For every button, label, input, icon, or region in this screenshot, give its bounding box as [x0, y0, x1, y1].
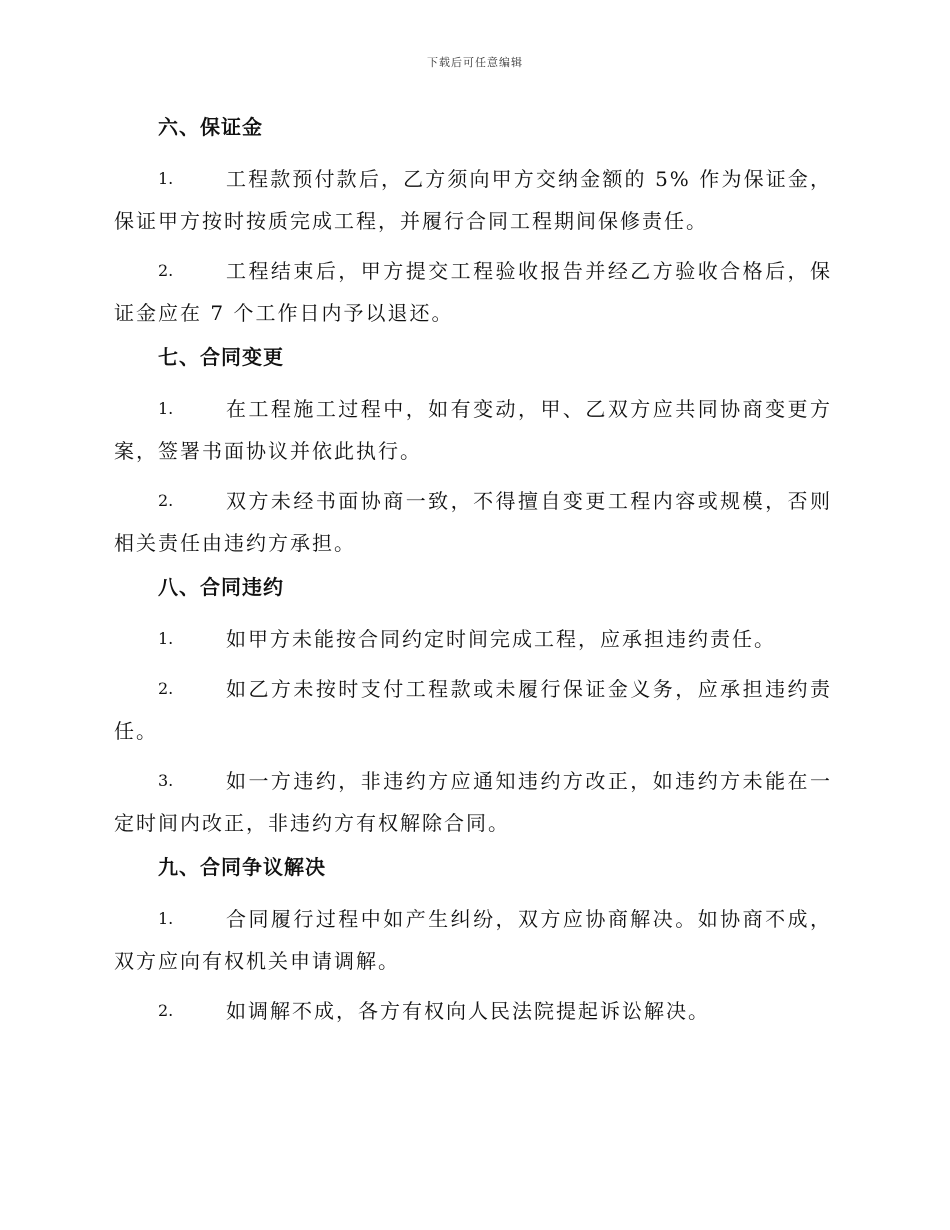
clause-item — [114, 388, 832, 472]
clause-number: 2. — [158, 679, 174, 698]
clause-number: 2. — [158, 491, 174, 510]
page-header-note: 下载后可任意编辑 — [427, 56, 523, 69]
section-deposit — [114, 112, 832, 334]
document-body — [114, 112, 832, 1040]
clause-number: 2. — [158, 1001, 174, 1020]
clause-number: 2. — [158, 261, 174, 280]
clause-text: 如一方违约，非违约方应通知违约方改正，如违约方未能在一定时间内改正，非违约方有权解除合同。 — [114, 769, 832, 835]
clause-text: 工程款预付款后，乙方须向甲方交纳金额的 5% 作为保证金，保证甲方按时按质完成工程，并履行合同工程期间保修责任。 — [114, 167, 832, 233]
clause-text: 如调解不成，各方有权向人民法院提起诉讼解决。 — [226, 999, 710, 1023]
clause-number: 1. — [158, 909, 174, 928]
clause-text: 如甲方未能按合同约定时间完成工程，应承担违约责任。 — [226, 627, 776, 651]
clause-number: 1. — [158, 169, 174, 188]
section-title: 六、保证金 — [158, 115, 263, 139]
clause-text: 合同履行过程中如产生纠纷，双方应协商解决。如协商不成，双方应向有权机关申请调解。 — [114, 907, 832, 973]
clause-number: 1. — [158, 399, 174, 418]
clause-text: 双方未经书面协商一致，不得擅自变更工程内容或规模，否则相关责任由违约方承担。 — [114, 489, 832, 555]
clause-number: 3. — [158, 771, 174, 790]
clause-item — [114, 158, 832, 242]
clause-item — [114, 760, 832, 844]
clause-item — [114, 898, 832, 982]
clause-item — [114, 480, 832, 564]
section-dispute-resolution — [114, 852, 832, 1032]
section-title: 八、合同违约 — [158, 575, 284, 599]
section-title: 九、合同争议解决 — [158, 855, 326, 879]
section-contract-change — [114, 342, 832, 564]
clause-text: 工程结束后，甲方提交工程验收报告并经乙方验收合格后，保证金应在 7 个工作日内予以退还。 — [114, 259, 832, 325]
clause-text: 在工程施工过程中，如有变动，甲、乙双方应共同协商变更方案，签署书面协议并依此执行。 — [114, 397, 832, 463]
clause-item — [114, 250, 832, 334]
clause-item — [114, 990, 832, 1032]
section-breach — [114, 572, 832, 844]
clause-item — [114, 668, 832, 752]
clause-text: 如乙方未按时支付工程款或未履行保证金义务，应承担违约责任。 — [114, 677, 832, 743]
clause-item — [114, 618, 832, 660]
section-title: 七、合同变更 — [158, 345, 284, 369]
clause-number: 1. — [158, 629, 174, 648]
